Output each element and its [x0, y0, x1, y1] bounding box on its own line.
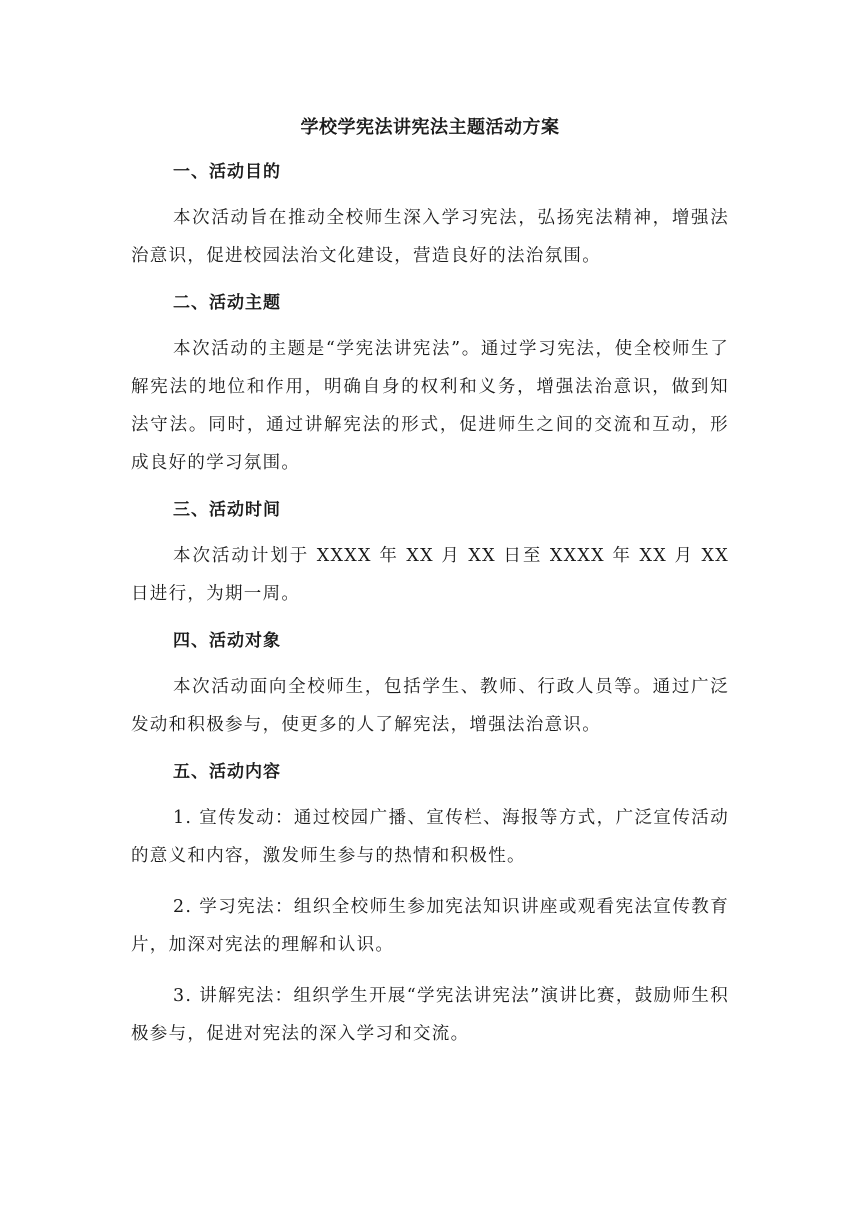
section-audience [131, 626, 729, 744]
item-text: 宣传发动：通过校园广播、宣传栏、海报等方式，广泛宣传活动的意义和内容，激发师生参与的热情和积极性。 [131, 808, 729, 866]
section-heading: 五、活动内容 [173, 762, 281, 782]
section-content [131, 757, 729, 1053]
document-title: 学校学宪法讲宪法主题活动方案 [300, 117, 560, 138]
section-heading: 二、活动主题 [173, 293, 281, 313]
item-text: 讲解宪法：组织学生开展“学宪法讲宪法”演讲比赛，鼓励师生积极参与，促进对宪法的深入学习和交流。 [131, 986, 729, 1044]
item-number: 3. [173, 986, 193, 1006]
numbered-item [131, 799, 729, 875]
section-purpose [131, 157, 729, 275]
numbered-item [131, 977, 729, 1053]
paragraph: 本次活动的主题是“学宪法讲宪法”。通过学习宪法，使全校师生了解宪法的地位和作用，明确自身的权利和义务，增强法治意识，做到知法守法。同时，通过讲解宪法的形式，促进师生之间的交流和互动，形成良好的学习氛围。 [131, 339, 729, 473]
section-heading: 一、活动目的 [173, 162, 281, 182]
document-body [131, 112, 729, 1066]
item-number: 1. [173, 808, 193, 828]
section-theme [131, 288, 729, 482]
section-time [131, 495, 729, 613]
paragraph: 本次活动旨在推动全校师生深入学习宪法，弘扬宪法精神，增强法治意识，促进校园法治文化建设，营造良好的法治氛围。 [131, 208, 729, 266]
section-heading: 四、活动对象 [173, 631, 281, 651]
paragraph: 本次活动面向全校师生，包括学生、教师、行政人员等。通过广泛发动和积极参与，使更多的人了解宪法，增强法治意识。 [131, 677, 729, 735]
numbered-item [131, 888, 729, 964]
section-heading: 三、活动时间 [173, 500, 281, 520]
paragraph: 本次活动计划于 XXXX 年 XX 月 XX 日至 XXXX 年 XX 月 XX 日进行，为期一周。 [131, 546, 729, 604]
item-number: 2. [173, 897, 193, 917]
item-text: 学习宪法：组织全校师生参加宪法知识讲座或观看宪法宣传教育片，加深对宪法的理解和认识。 [131, 897, 729, 955]
